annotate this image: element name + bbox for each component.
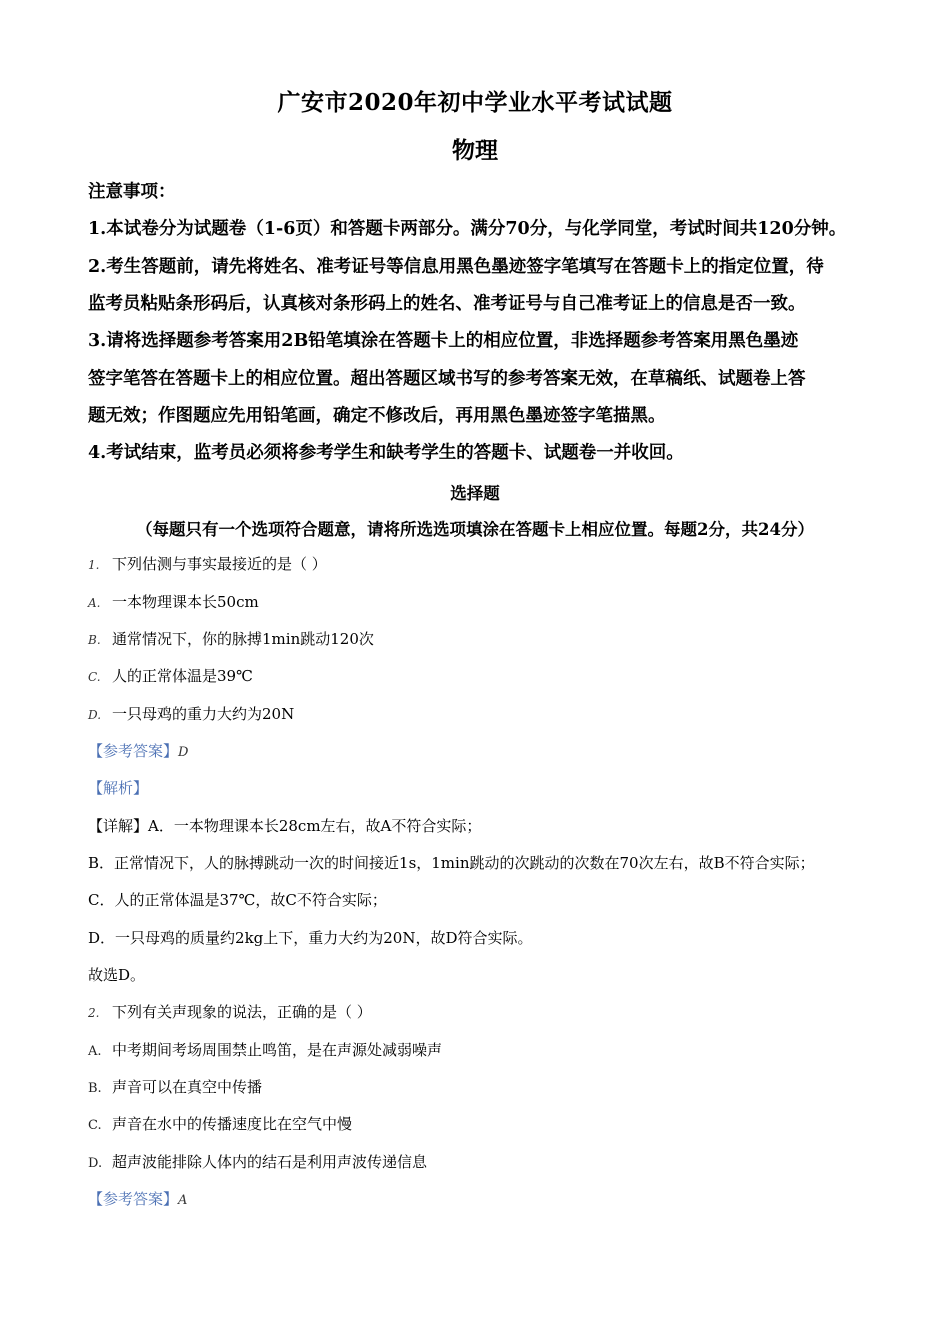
detail-line: D．一只母鸡的质量约2kg上下，重力大约为20N，故D符合实际。 <box>88 929 533 947</box>
option-label: D. <box>88 1156 103 1171</box>
answer-tag: 【参考答案】 <box>88 742 179 760</box>
option-label: B. <box>88 1081 102 1096</box>
analysis-line <box>88 777 148 799</box>
answer-value: A <box>178 1193 188 1208</box>
question-text: 下列估测与事实最接近的是（ ） <box>112 555 327 573</box>
option-text: 中考期间考场周围禁止鸣笛，是在声源处减弱噪声 <box>112 1041 443 1059</box>
option-label: A. <box>88 1044 102 1059</box>
question-2-stem <box>88 1001 372 1024</box>
option-label: D. <box>88 708 102 722</box>
question-number: 1. <box>88 558 100 572</box>
detail-line: 故选D。 <box>88 966 146 984</box>
option-d <box>88 1151 427 1175</box>
question-number: 2. <box>88 1006 100 1020</box>
answer-tag: 【参考答案】 <box>88 1190 179 1208</box>
option-c <box>88 1113 352 1137</box>
option-c <box>88 665 253 688</box>
question-text: 下列有关声现象的说法，正确的是（ ） <box>112 1003 372 1021</box>
detail-line: 【详解】A．一本物理课本长28cm左右，故A不符合实际； <box>88 817 482 835</box>
notice-line: 2.考生答题前，请先将姓名、准考证号等信息用黑色墨迹签字笔填写在答题卡上的指定位置，待 <box>88 257 824 277</box>
notice-line: 题无效；作图题应先用铅笔画，确定不修改后，再用黑色墨迹签字笔描黑。 <box>88 406 666 426</box>
option-label: A. <box>88 596 101 610</box>
option-text: 一只母鸡的重力大约为20N <box>112 705 295 723</box>
subject-title: 物理 <box>452 137 498 164</box>
option-text: 声音在水中的传播速度比在空气中慢 <box>112 1115 353 1133</box>
question-1-stem <box>88 553 327 576</box>
answer-line <box>88 740 188 764</box>
notice-line: 3.请将选择题参考答案用2B铅笔填涂在答题卡上的相应位置，非选择题参考答案用黑色墨迹 <box>88 331 799 351</box>
option-a <box>88 591 259 614</box>
option-b <box>88 1076 262 1100</box>
section-note: （每题只有一个选项符合题意，请将所选选项填涂在答题卡上相应位置。每题2分，共24分） <box>136 520 814 539</box>
option-text: 声音可以在真空中传播 <box>112 1078 263 1096</box>
option-text: 人的正常体温是39℃ <box>112 667 253 685</box>
notice-line: 1.本试卷分为试题卷（1-6页）和答题卡两部分。满分70分，与化学同堂，考试时间共120分钟。 <box>88 219 847 239</box>
notice-line: 4.考试结束，监考员必须将参考学生和缺考学生的答题卡、试题卷一并收回。 <box>88 443 684 463</box>
option-d <box>88 703 294 726</box>
option-b <box>88 628 374 651</box>
detail-line: C．人的正常体温是37℃，故C不符合实际； <box>88 891 387 909</box>
option-text: 超声波能排除人体内的结石是利用声波传递信息 <box>112 1153 428 1171</box>
option-label: B. <box>88 633 101 647</box>
section-title: 选择题 <box>450 484 500 503</box>
notice-line: 监考员粘贴条形码后，认真核对条形码上的姓名、准考证号与自己准考证上的信息是否一致。 <box>88 294 806 314</box>
notice-line: 签字笔答在答题卡上的相应位置。超出答题区域书写的参考答案无效，在草稿纸、试题卷上答 <box>88 369 806 389</box>
option-a <box>88 1039 442 1063</box>
exam-title: 广安市2020年初中学业水平考试试题 <box>277 89 673 116</box>
option-text: 一本物理课本长50cm <box>112 593 259 611</box>
option-text: 通常情况下，你的脉搏1min跳动120次 <box>112 630 374 648</box>
option-label: C. <box>88 670 101 684</box>
option-label: C. <box>88 1118 102 1133</box>
answer-line <box>88 1188 187 1212</box>
notice-heading: 注意事项： <box>88 182 176 202</box>
detail-line: B．正常情况下，人的脉搏跳动一次的时间接近1s，1min跳动的次跳动的次数在70次左右，故B不符合实际； <box>88 854 815 872</box>
answer-value: D <box>178 745 189 760</box>
analysis-tag: 【解析】 <box>88 779 149 797</box>
